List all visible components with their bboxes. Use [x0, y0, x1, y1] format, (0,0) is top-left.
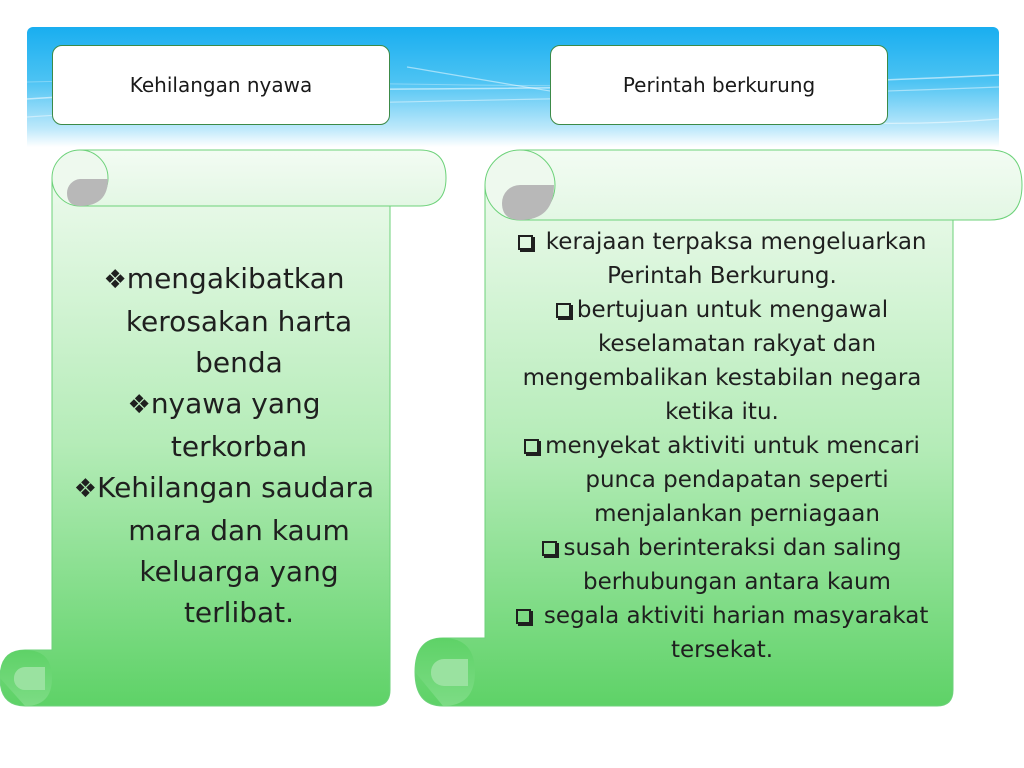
- list-item-text: keselamatan rakyat dan: [597, 331, 877, 357]
- list-item: ❖mengakibatkan: [103, 262, 345, 295]
- list-item-text: mengembalikan kestabilan negara: [522, 365, 922, 391]
- checkbox-bullet-icon: [516, 609, 531, 624]
- right-scroll-text: [492, 225, 952, 667]
- header-left-label: Kehilangan nyawa: [129, 73, 313, 97]
- list-item: ❖Kehilangan saudara: [73, 471, 375, 504]
- list-item-text: berhubungan antara kaum: [583, 569, 891, 595]
- left-scroll-text: [55, 258, 393, 633]
- list-item-text: punca pendapatan seperti: [585, 467, 889, 493]
- list-item: susah berinteraksi dan saling: [492, 531, 952, 565]
- list-item: menyekat aktiviti untuk mencari: [492, 429, 952, 463]
- list-item: kerajaan terpaksa mengeluarkan: [492, 225, 952, 259]
- diamond-bullet-icon: ❖: [103, 265, 127, 295]
- list-item: segala aktiviti harian masyarakat: [492, 599, 952, 633]
- checkbox-bullet-icon: [542, 541, 557, 556]
- checkbox-bullet-icon: [518, 235, 533, 250]
- list-item-text: mara dan kaum: [128, 514, 350, 547]
- checkbox-bullet-icon: [524, 439, 539, 454]
- list-item: ❖nyawa yang: [127, 387, 321, 420]
- header-right-label: Perintah berkurung: [622, 73, 816, 97]
- diamond-bullet-icon: ❖: [73, 474, 98, 504]
- list-item-text: tersekat.: [670, 637, 774, 663]
- list-item-text: benda: [195, 346, 283, 379]
- list-item-text: terlibat.: [183, 596, 295, 629]
- list-item-text: terkorban: [170, 430, 308, 463]
- diamond-bullet-icon: ❖: [127, 390, 151, 420]
- list-item-text: ketika itu.: [665, 399, 779, 425]
- list-item-text: keluarga yang: [139, 555, 339, 588]
- list-item-text: menjalankan perniagaan: [594, 501, 880, 527]
- list-item-text: Perintah Berkurung.: [607, 263, 837, 289]
- list-item: bertujuan untuk mengawal: [492, 293, 952, 327]
- list-item-text: kerosakan harta: [125, 305, 353, 338]
- checkbox-bullet-icon: [556, 303, 571, 318]
